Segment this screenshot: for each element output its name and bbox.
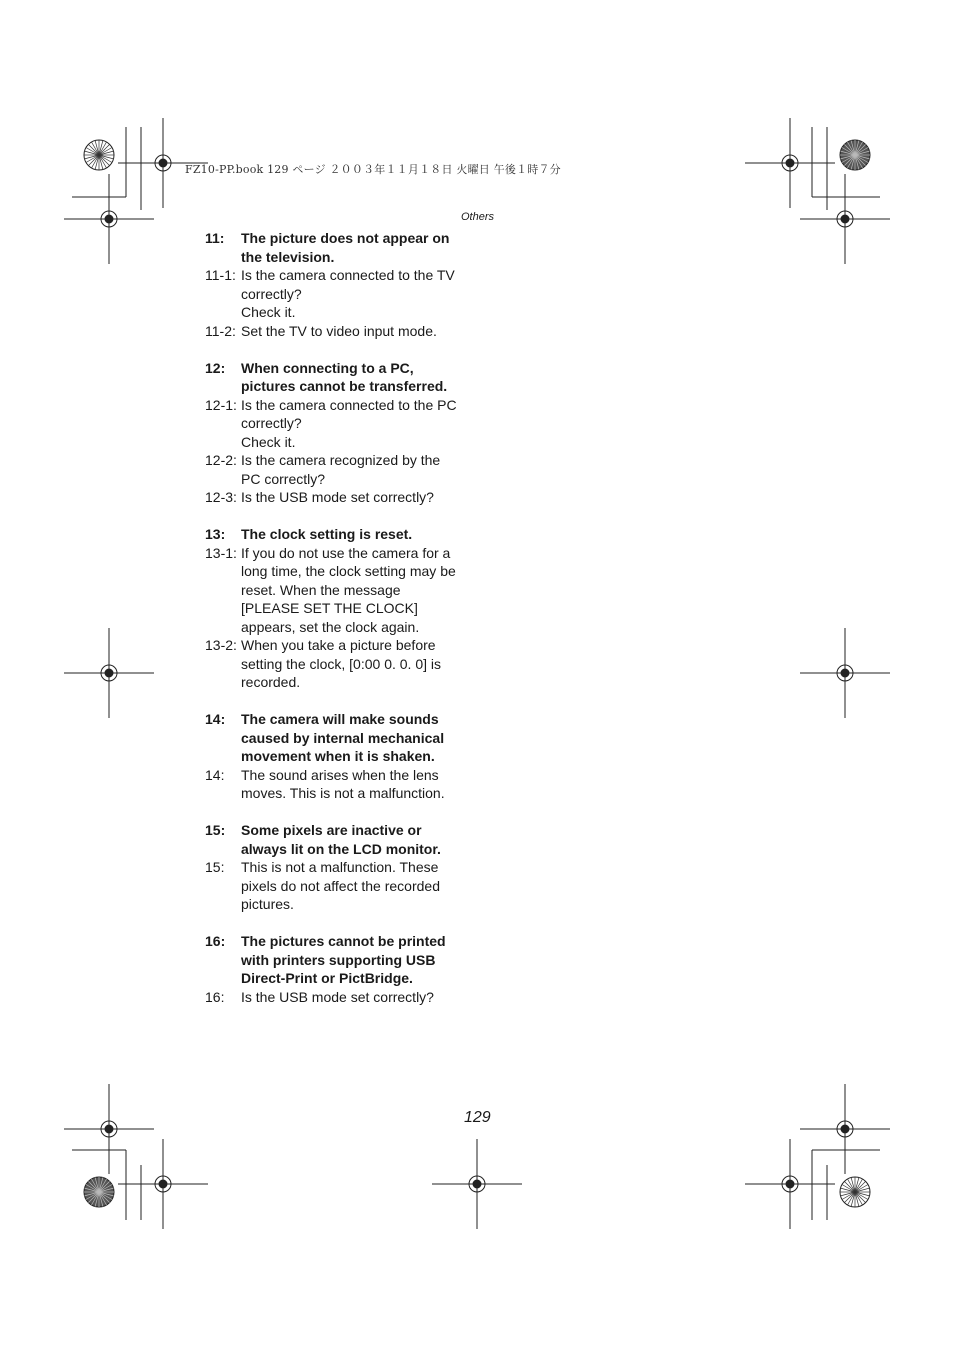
text-line: recorded.	[241, 674, 301, 690]
troubleshooting-item	[205, 359, 475, 507]
text-line: When you take a picture before	[241, 637, 436, 653]
registration-dot	[159, 1180, 167, 1188]
question-text	[241, 710, 475, 766]
question-text	[241, 229, 475, 266]
registration-dot	[841, 215, 849, 223]
answer-number: 16:	[205, 988, 225, 1005]
text-line: movement when it is shaken.	[241, 748, 435, 764]
answer-number: 13-2:	[205, 637, 237, 653]
question-row	[205, 932, 475, 988]
answer-row	[205, 636, 475, 692]
text-line: correctly?	[241, 285, 302, 302]
text-line: When connecting to a PC,	[241, 359, 414, 376]
text-line: Is the camera connected to the PC	[241, 396, 457, 413]
question-text	[241, 821, 475, 858]
text-line: Direct-Print or PictBridge.	[241, 970, 413, 986]
text-line: setting the clock, [0:00 0. 0. 0] is	[241, 655, 441, 672]
text-line: If you do not use the camera for a	[241, 544, 451, 561]
text-line: pictures.	[241, 896, 294, 912]
question-number: 12:	[205, 359, 226, 376]
registration-dot	[841, 669, 849, 677]
answer-text	[241, 766, 475, 803]
text-line: pixels do not affect the recorded	[241, 877, 440, 894]
answer-text	[241, 396, 475, 452]
answer-row	[205, 988, 475, 1007]
text-line: The picture does not appear on	[241, 230, 450, 246]
answer-row	[205, 766, 475, 803]
question-number: 13:	[205, 526, 226, 542]
answer-text	[241, 544, 475, 637]
answer-text	[241, 858, 475, 914]
text-line: The pictures cannot be printed	[241, 933, 446, 949]
question-number: 11:	[205, 230, 225, 246]
answer-row	[205, 266, 475, 322]
text-line: This is not a malfunction. These	[241, 859, 439, 875]
answer-number: 14:	[205, 766, 225, 783]
question-text	[241, 525, 475, 544]
text-line: The sound arises when the lens	[241, 766, 439, 783]
text-line: always lit on the LCD monitor.	[241, 840, 441, 857]
answer-row	[205, 322, 475, 341]
text-line: the television.	[241, 248, 335, 265]
troubleshooting-item	[205, 710, 475, 803]
question-text	[241, 932, 475, 988]
question-row	[205, 229, 475, 266]
answer-row	[205, 858, 475, 914]
question-row	[205, 525, 475, 544]
answer-number: 12-1:	[205, 396, 237, 413]
section-label: Others	[461, 211, 495, 223]
answer-text	[241, 451, 475, 488]
answer-row	[205, 488, 475, 507]
answer-number: 12-3:	[205, 489, 237, 505]
text-line: reset. When the message	[241, 581, 401, 598]
text-line: with printers supporting USB	[241, 951, 436, 968]
registration-dot	[473, 1180, 481, 1188]
text-line: Some pixels are inactive or	[241, 822, 422, 838]
registration-dot	[786, 1180, 794, 1188]
print-file-info: FZ10-PP.book 129 ページ ２００３年１１月１８日 火曜日 午後１時７分	[185, 163, 561, 176]
answer-row	[205, 451, 475, 488]
text-line: Is the USB mode set correctly?	[241, 988, 434, 1005]
text-line: Set the TV to video input mode.	[241, 322, 437, 339]
troubleshooting-item	[205, 821, 475, 914]
question-number: 16:	[205, 933, 226, 949]
text-line: PC correctly?	[241, 470, 326, 487]
text-line: correctly?	[241, 415, 302, 431]
answer-number: 12-2:	[205, 452, 237, 468]
answer-number: 11-1:	[205, 267, 236, 283]
answer-text	[241, 488, 475, 507]
troubleshooting-item	[205, 229, 475, 340]
question-number: 15:	[205, 822, 226, 838]
registration-dot	[841, 1125, 849, 1133]
registration-dot	[105, 669, 113, 677]
text-line: pictures cannot be transferred.	[241, 378, 448, 394]
text-line: The clock setting is reset.	[241, 526, 413, 542]
answer-text	[241, 322, 475, 341]
registration-dot	[105, 1125, 113, 1133]
troubleshooting-list	[205, 229, 475, 1025]
text-line: Is the camera recognized by the	[241, 452, 441, 468]
text-line: Is the USB mode set correctly?	[241, 489, 434, 505]
registration-dot	[105, 215, 113, 223]
answer-number: 15:	[205, 859, 225, 875]
text-line: Check it.	[241, 304, 296, 320]
text-line: caused by internal mechanical	[241, 729, 445, 746]
answer-row	[205, 544, 475, 637]
answer-text	[241, 266, 475, 322]
question-number: 14:	[205, 711, 226, 727]
question-row	[205, 359, 475, 396]
troubleshooting-item	[205, 525, 475, 692]
answer-text	[241, 636, 475, 692]
answer-number: 13-1:	[205, 544, 237, 561]
answer-text	[241, 988, 475, 1007]
text-line: Is the camera connected to the TV	[241, 267, 455, 283]
troubleshooting-item	[205, 932, 475, 1006]
question-row	[205, 821, 475, 858]
question-text	[241, 359, 475, 396]
registration-dot	[159, 159, 167, 167]
text-line: long time, the clock setting may be	[241, 563, 456, 579]
answer-number: 11-2:	[205, 322, 236, 339]
question-row	[205, 710, 475, 766]
text-line: appears, set the clock again.	[241, 618, 420, 635]
text-line: Check it.	[241, 433, 296, 450]
text-line: [PLEASE SET THE CLOCK]	[241, 600, 418, 616]
text-line: moves. This is not a malfunction.	[241, 785, 445, 801]
text-line: The camera will make sounds	[241, 711, 439, 727]
answer-row	[205, 396, 475, 452]
page-number: 129	[464, 1109, 491, 1126]
registration-dot	[786, 159, 794, 167]
